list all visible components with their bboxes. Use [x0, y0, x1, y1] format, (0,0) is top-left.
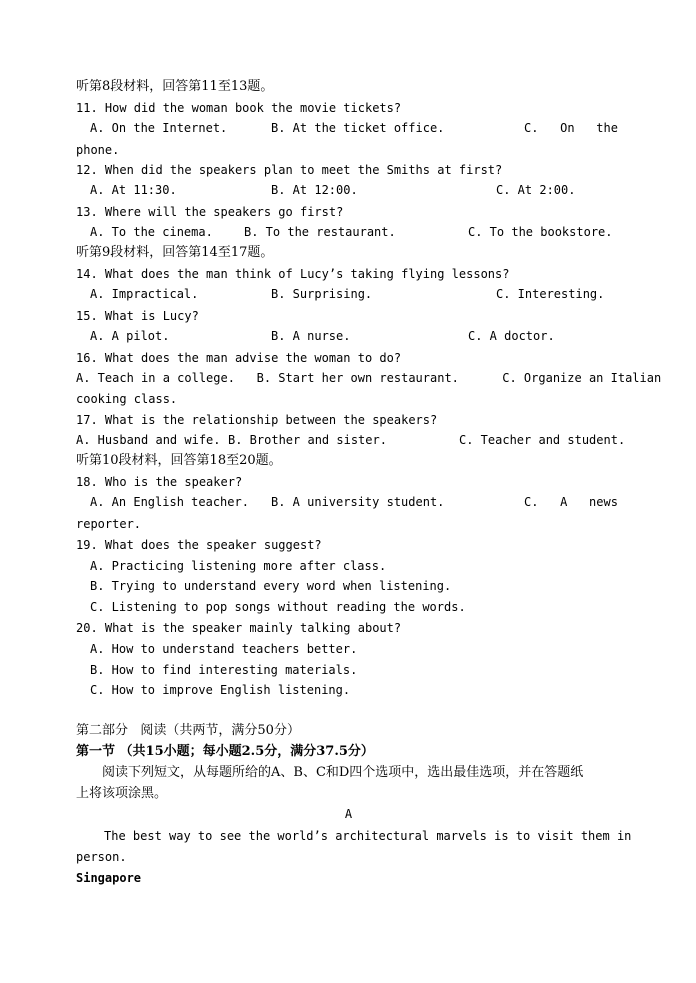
- q15-option-a: A. A pilot.: [90, 329, 170, 343]
- q19-option-c: C. Listening to pop songs without reading the words.: [90, 600, 466, 614]
- question-16: 16. What does the man advise the woman to do?: [76, 351, 402, 365]
- question-15: 15. What is Lucy?: [76, 309, 199, 323]
- instructions: 阅读下列短文，从每题所给的A、B、C和D四个选项中，选出最佳选项，并在答题纸: [102, 765, 584, 780]
- q11-option-c: C. On the: [524, 121, 618, 135]
- question-12: 12. When did the speakers plan to meet the Smiths at first?: [76, 163, 503, 177]
- question-11: 11. How did the woman book the movie tickets?: [76, 101, 402, 115]
- q14-option-b: B. Surprising.: [271, 287, 373, 301]
- q11-option-c-cont: phone.: [76, 143, 120, 157]
- q13-option-b: B. To the restaurant.: [244, 225, 396, 239]
- q19-option-a: A. Practicing listening more after class.: [90, 559, 387, 573]
- passage-heading: Singapore: [76, 871, 142, 885]
- q17-option-b: B. Brother and sister.: [228, 433, 387, 447]
- q13-option-a: A. To the cinema.: [90, 225, 213, 239]
- instructions-cont: 上将该项涂黑。: [76, 786, 168, 801]
- section-heading-10: 听第10段材料，回答第18至20题。: [76, 453, 282, 468]
- q17-option-a: A. Husband and wife.: [76, 433, 221, 447]
- question-13: 13. Where will the speakers go first?: [76, 205, 344, 219]
- passage-intro: The best way to see the world’s architectural marvels is to visit them in: [104, 829, 632, 843]
- q16-options: A. Teach in a college. B. Start her own restaurant. C. Organize an Italian: [76, 371, 662, 385]
- q20-option-c: C. How to improve English listening.: [90, 683, 351, 697]
- q18-option-a: A. An English teacher.: [90, 495, 249, 509]
- q20-option-b: B. How to find interesting materials.: [90, 663, 358, 677]
- q12-option-b: B. At 12:00.: [271, 183, 358, 197]
- question-14: 14. What does the man think of Lucy’s taking flying lessons?: [76, 267, 510, 281]
- q20-option-a: A. How to understand teachers better.: [90, 642, 358, 656]
- q11-option-b: B. At the ticket office.: [271, 121, 445, 135]
- q11-option-a: A. On the Internet.: [90, 121, 228, 135]
- q15-option-b: B. A nurse.: [271, 329, 351, 343]
- q18-option-c-cont: reporter.: [76, 517, 142, 531]
- q16-options-cont: cooking class.: [76, 392, 178, 406]
- q15-option-c: C. A doctor.: [468, 329, 555, 343]
- q14-option-a: A. Impractical.: [90, 287, 199, 301]
- section-one-heading: 第一节 （共15小题；每小题2.5分，满分37.5分）: [76, 744, 374, 759]
- section-heading-9: 听第9段材料，回答第14至17题。: [76, 245, 274, 260]
- passage-label: A: [344, 807, 353, 821]
- section-heading-8: 听第8段材料，回答第11至13题。: [76, 79, 274, 94]
- q14-option-c: C. Interesting.: [496, 287, 605, 301]
- q12-option-a: A. At 11:30.: [90, 183, 177, 197]
- part-two-heading: 第二部分 阅读（共两节，满分50分）: [76, 723, 300, 738]
- passage-intro-cont: person.: [76, 850, 127, 864]
- question-19: 19. What does the speaker suggest?: [76, 538, 322, 552]
- question-18: 18. Who is the speaker?: [76, 475, 243, 489]
- q18-option-b: B. A university student.: [271, 495, 445, 509]
- q13-option-c: C. To the bookstore.: [468, 225, 613, 239]
- q12-option-c: C. At 2:00.: [496, 183, 576, 197]
- q19-option-b: B. Trying to understand every word when listening.: [90, 579, 452, 593]
- q18-option-c: C. A news: [524, 495, 618, 509]
- q17-option-c: C. Teacher and student.: [459, 433, 626, 447]
- question-17: 17. What is the relationship between the speakers?: [76, 413, 438, 427]
- question-20: 20. What is the speaker mainly talking about?: [76, 621, 402, 635]
